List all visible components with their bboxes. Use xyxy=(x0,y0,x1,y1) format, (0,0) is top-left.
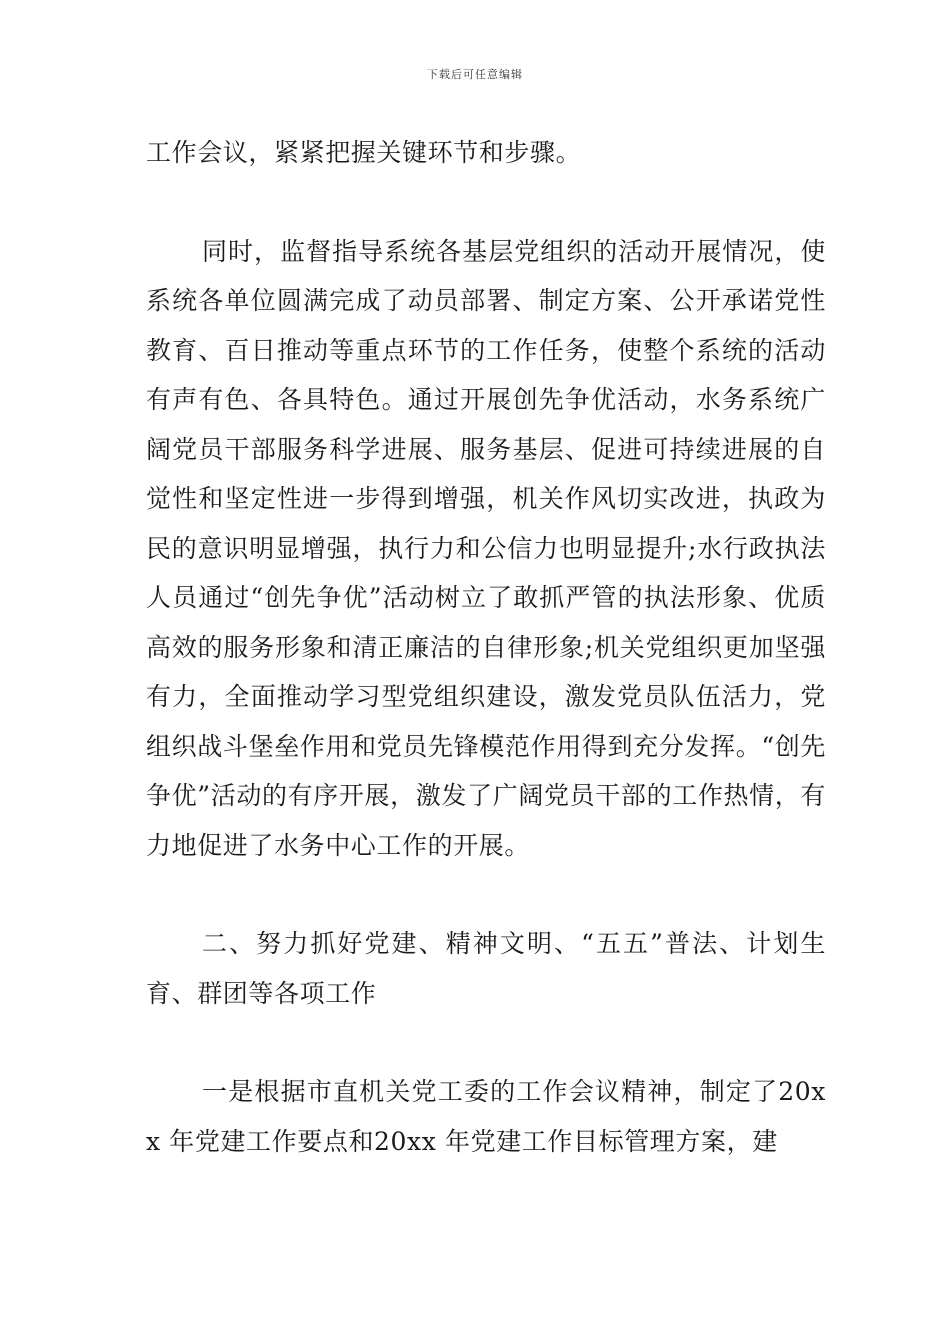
paragraph-continuation: 工作会议，紧紧把握关键环节和步骤。 xyxy=(146,138,582,167)
section-heading-two: 二、努力抓好党建、精神文明、“五五”普法、计划生育、群团等各项工作 xyxy=(146,929,826,1008)
paragraph-achievements: 同时，监督指导系统各基层党组织的活动开展情况，使系统各单位圆满完成了动员部署、制定方案、公开承诺党性教育、百日推动等重点环节的工作任务，使整个系统的活动有声有色、各具特色。通过开展创先争优活动，水务系统广阔党员干部服务科学进展、服务基层、促进可持续进展的自觉性和坚定性进一步得到增强，机关作风切实改进，执政为民的意识明显增强，执行力和公信力也明显提升;水行政执法人员通过“创先争优”活动树立了敢抓严管的执法形象、优质高效的服务形象和清正廉洁的自律形象;机关党组织更加坚强有力，全面推动学习型党组织建设，激发党员队伍活力，党组织战斗堡垒作用和党员先锋模范作用得到充分发挥。“创先争优”活动的有序开展，激发了广阔党员干部的工作热情，有力地促进了水务中心工作的开展。 xyxy=(146,236,826,860)
page-header: 下载后可任意编辑 xyxy=(427,68,523,81)
paragraph-item-one: 一是根据市直机关党工委的工作会议精神，制定了20xx 年党建工作要点和20xx 年党建工作目标管理方案，建 xyxy=(146,1077,826,1156)
document-body xyxy=(146,128,826,1166)
